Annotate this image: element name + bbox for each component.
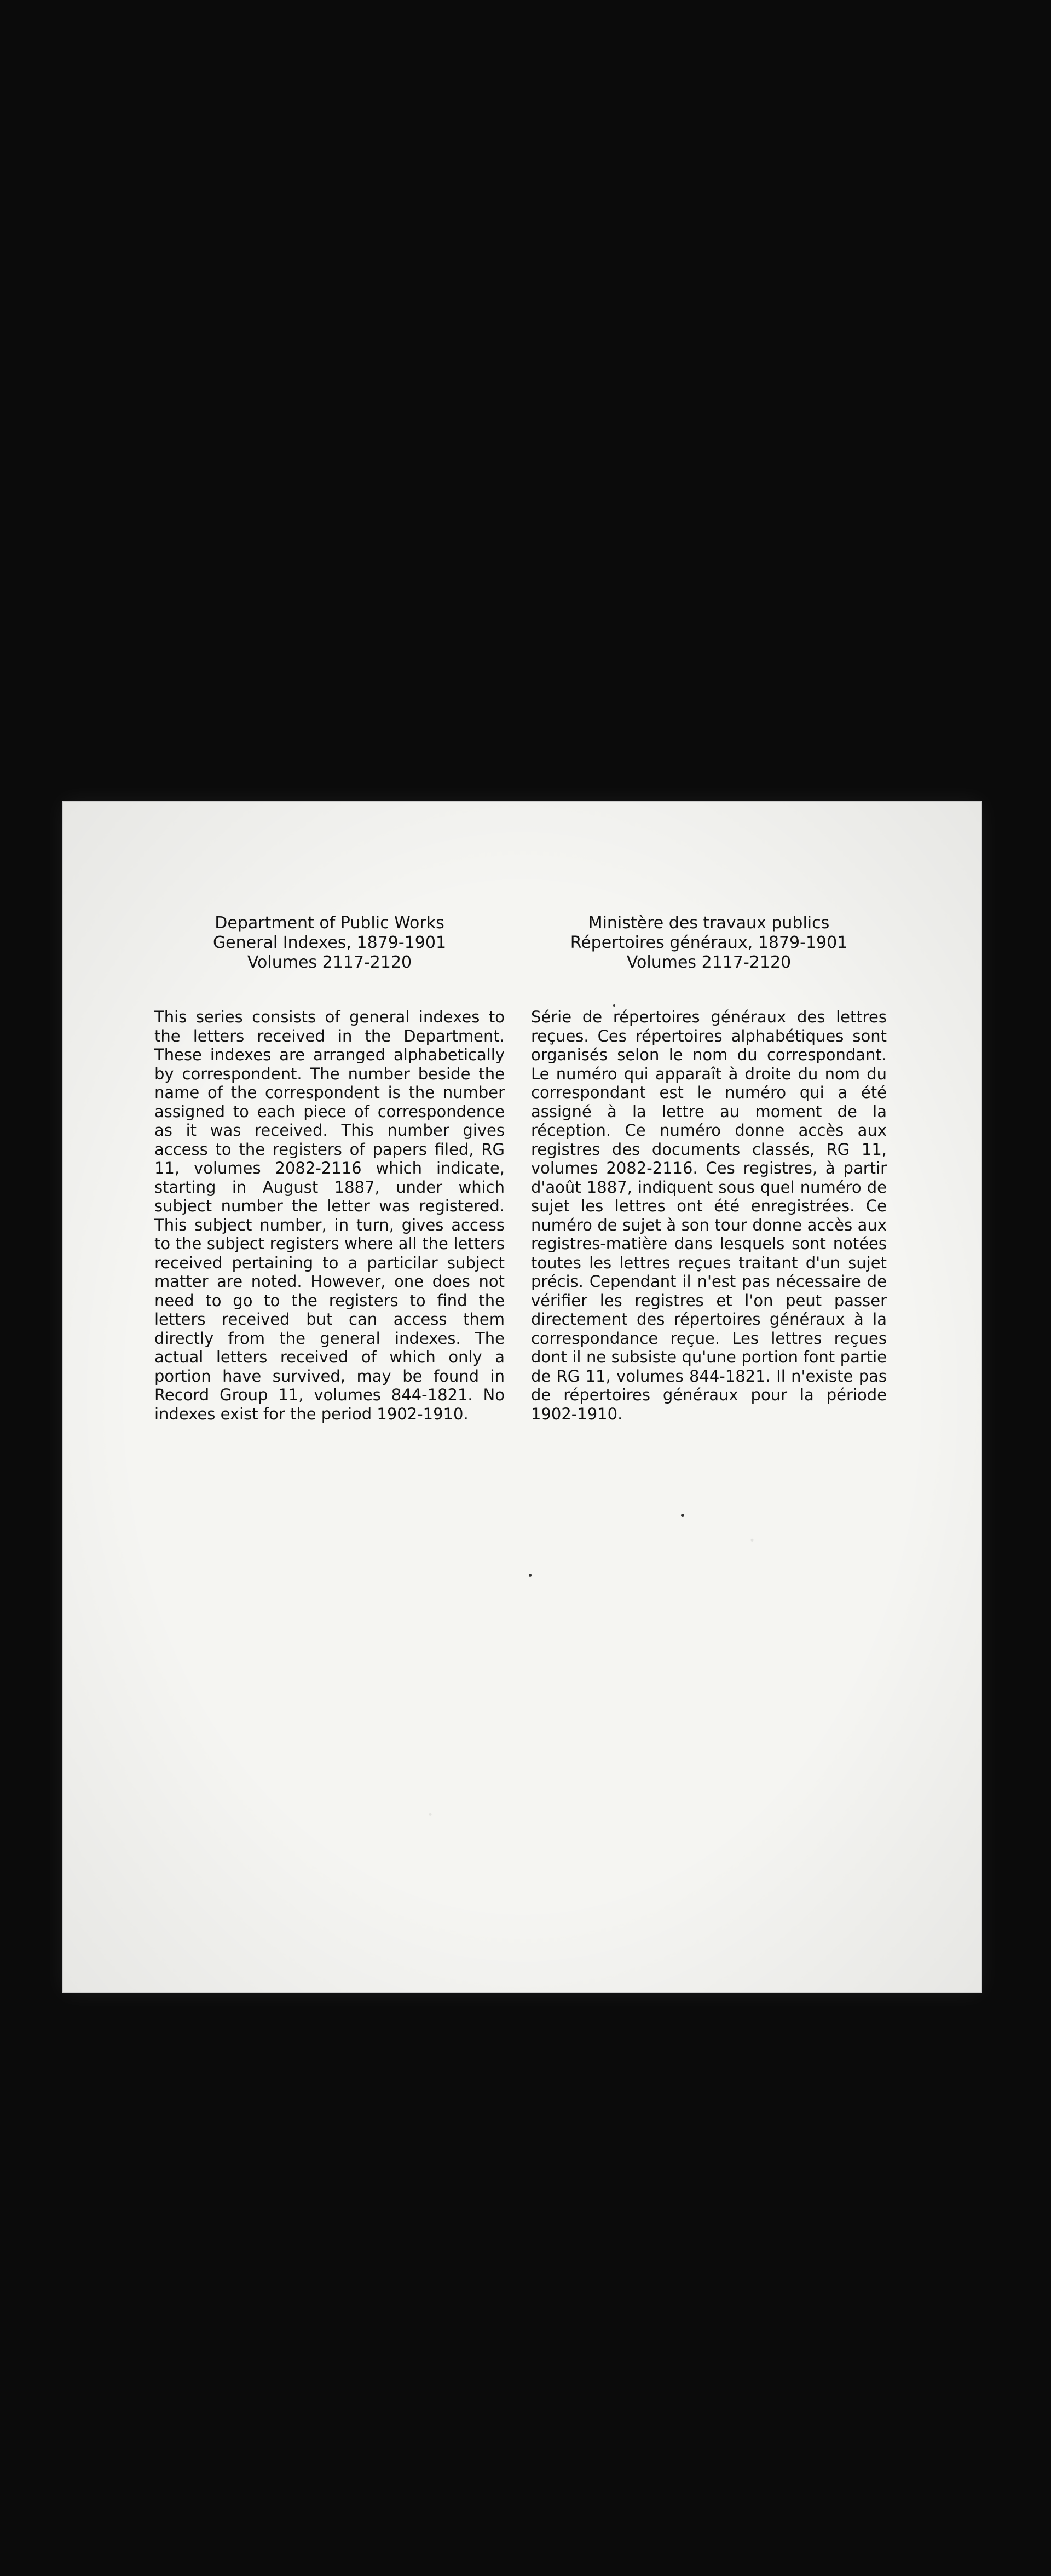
french-column (531, 913, 887, 1423)
french-title: Ministère des travaux publics (588, 913, 830, 933)
english-body: This series consists of general indexes to the letters received in the Department. These indexes are arranged alphabetically by correspondent. The number beside the name of the correspondent is the number assigned to each piece of correspondence as it was received. This number gives access to the registers of papers filed, RG 11, volumes 2082-2116 which indicate, starting in August 1887, under which subject number the letter was registered. This subject number, in turn, gives access to the subject registers where all the letters received pertaining to a particilar subject matter are noted. However, one does not need to go to the registers to find the letters received but can access them directly from the general indexes. The actual letters received of which only a portion have survived, may be found in Record Group 11, volumes 844-1821. No indexes exist for the period 1902-1910. (154, 1008, 505, 1423)
english-heading (154, 913, 505, 973)
dust-speck (681, 1514, 684, 1517)
english-subtitle: General Indexes, 1879-1901 (212, 933, 447, 952)
english-column (154, 913, 505, 1423)
dust-speck (613, 1004, 615, 1007)
english-volumes: Volumes 2117-2120 (247, 953, 412, 972)
french-subtitle: Répertoires généraux, 1879-1901 (570, 933, 848, 952)
french-heading (531, 913, 887, 973)
document-page (62, 801, 982, 1993)
french-body: Série de répertoires généraux des lettres reçues. Ces répertoires alphabétiques sont organisés selon le nom du correspondant. Le numéro qui apparaît à droite du nom du correspondant est le numéro qui a été assigné à la lettre au moment de la réception. Ce numéro donne accès aux registres des documents classés, RG 11, volumes 2082-2116. Ces registres, à partir d'août 1887, indiquent sous quel numéro de sujet les lettres ont été enregistrées. Ce numéro de sujet à son tour donne accès aux registres-matière dans lesquels sont notées toutes les lettres reçues traitant d'un sujet précis. Cependant il n'est pas nécessaire de vérifier les registres et l'on peut passer directement des répertoires généraux à la correspondance reçue. Les lettres reçues dont il ne subsiste qu'une portion font partie de RG 11, volumes 844-1821. Il n'existe pas de répertoires généraux pour la période 1902-1910. (531, 1008, 887, 1423)
english-title: Department of Public Works (215, 913, 444, 933)
french-volumes: Volumes 2117-2120 (626, 953, 792, 972)
dust-speck (529, 1574, 532, 1577)
